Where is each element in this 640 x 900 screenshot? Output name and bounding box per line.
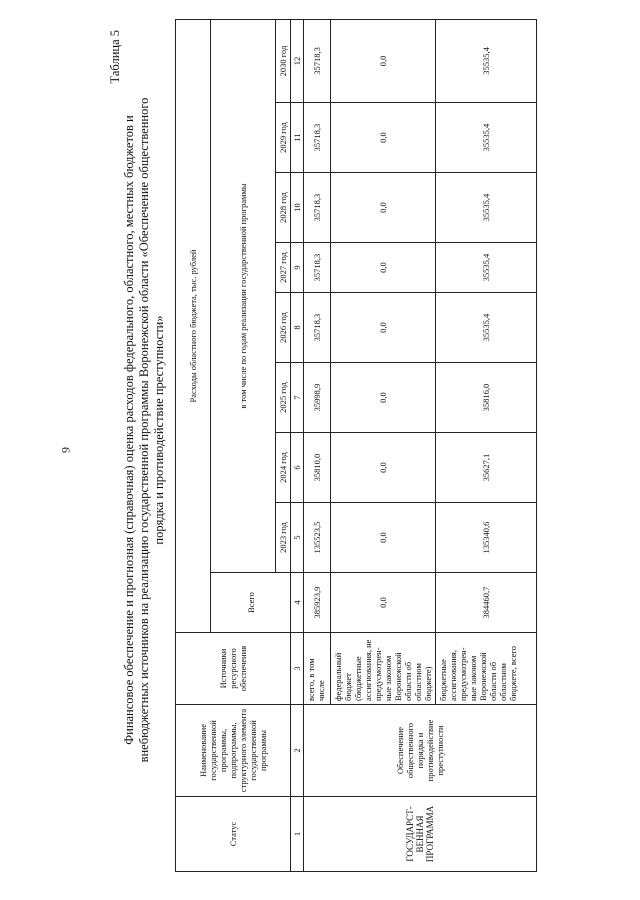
page-number: 9	[58, 447, 73, 453]
column-number: 5	[291, 503, 304, 573]
year-value: 135523,5	[304, 503, 331, 573]
year-value: 35810,0	[304, 433, 331, 503]
header-total: Всего	[211, 573, 291, 633]
column-number: 8	[291, 293, 304, 363]
column-number: 9	[291, 243, 304, 293]
budget-table	[175, 19, 537, 872]
year-value: 35535,4	[436, 173, 537, 243]
year-value: 0,0	[331, 173, 436, 243]
year-value: 35718,3	[304, 19, 331, 102]
table-number: Таблица 5	[108, 30, 122, 84]
header-by-years: в том числе по годам реализации государственной программы	[211, 19, 276, 572]
header-year: 2025 год	[276, 363, 291, 433]
year-value: 35627,1	[436, 433, 537, 503]
column-number: 2	[291, 705, 304, 797]
header-year: 2026 год	[276, 293, 291, 363]
column-number: 11	[291, 103, 304, 173]
column-number: 12	[291, 19, 304, 102]
year-value: 35718,3	[304, 173, 331, 243]
header-status: Статус	[176, 797, 291, 872]
total-cell: 384460,7	[436, 573, 537, 633]
year-value: 0,0	[331, 103, 436, 173]
document-title: Финансовое обеспечение и прогнозная (справочная) оценка расходов федерального, областного, местных бюджетов и внебюджетных источников на реализацию государственной программы Воронежской области «Обеспечение общественного порядка и противодействие преступности»	[122, 97, 166, 763]
column-number: 10	[291, 173, 304, 243]
column-number: 4	[291, 573, 304, 633]
column-number: 1	[291, 797, 304, 872]
year-value: 0,0	[331, 293, 436, 363]
header-year: 2029 год	[276, 103, 291, 173]
year-value: 35998,9	[304, 363, 331, 433]
header-year: 2023 год	[276, 503, 291, 573]
column-number-row	[291, 19, 304, 871]
year-value: 0,0	[331, 433, 436, 503]
source-cell: бюджетные ассигнования, предусмотрен-ные законом Воронежской области об областном бюджете, всего	[436, 633, 537, 705]
year-value: 35816,0	[436, 363, 537, 433]
total-cell: 0,0	[331, 573, 436, 633]
year-value: 35718,3	[304, 243, 331, 293]
year-value: 0,0	[331, 19, 436, 102]
year-value: 35718,3	[304, 293, 331, 363]
header-year: 2024 год	[276, 433, 291, 503]
program-name: Обеспечение общественного порядка и противодействие преступности	[304, 705, 537, 797]
year-value: 0,0	[331, 503, 436, 573]
total-cell: 385923,9	[304, 573, 331, 633]
column-number: 7	[291, 363, 304, 433]
year-value: 35535,4	[436, 19, 537, 102]
source-cell: всего, в том числе	[304, 633, 331, 705]
table-row	[304, 19, 331, 871]
header-year: 2028 год	[276, 173, 291, 243]
header-name: Наименование государственной программы, подпрограммы, структурного элемента государственной программы	[176, 705, 291, 797]
header-year: 2027 год	[276, 243, 291, 293]
year-value: 135340,6	[436, 503, 537, 573]
column-number: 3	[291, 633, 304, 705]
year-value: 35535,4	[436, 293, 537, 363]
header-expenses: Расходы областного бюджета, тыс. рублей	[176, 19, 211, 632]
column-number: 6	[291, 433, 304, 503]
year-value: 0,0	[331, 363, 436, 433]
year-value: 35718,3	[304, 103, 331, 173]
header-row-1	[176, 19, 211, 871]
header-sources: Источники ресурсного обеспечения	[176, 633, 291, 705]
year-value: 35535,4	[436, 243, 537, 293]
year-value: 35535,4	[436, 103, 537, 173]
header-year: 2030 год	[276, 19, 291, 102]
program-status: ГОСУДАРСТ-ВЕННАЯ ПРОГРАММА	[304, 797, 537, 872]
year-value: 0,0	[331, 243, 436, 293]
source-cell: федеральный бюджет (бюджетные ассигнования, не предусмотрен-ные законом Воронежской области об областном бюджете)	[331, 633, 436, 705]
